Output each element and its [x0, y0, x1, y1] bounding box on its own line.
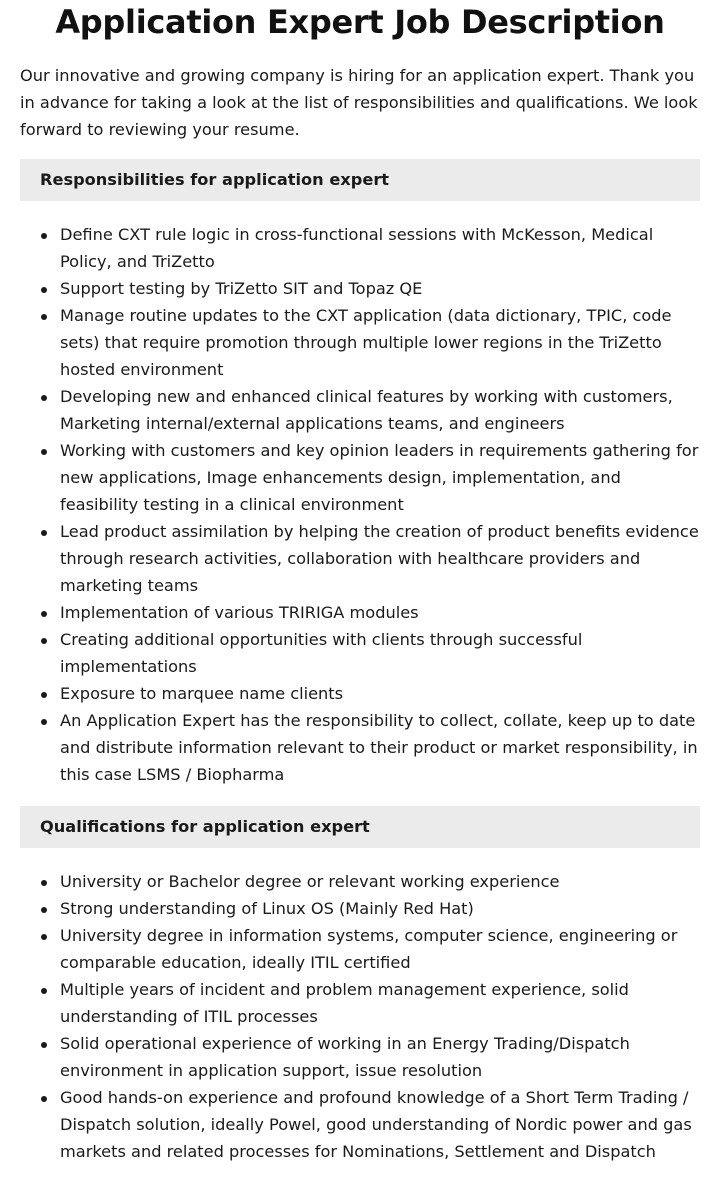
bullet-icon — [41, 1096, 47, 1102]
qualification-item — [20, 895, 700, 922]
intro-paragraph: Our innovative and growing company is hiring for an application expert. Thank you in advance for taking a look at the list of responsibilities and qualifications. We look forward to reviewing your resume. — [20, 66, 698, 139]
responsibility-text: Creating additional opportunities with clients through successful implementations — [60, 630, 583, 676]
responsibility-item — [20, 680, 700, 707]
bullet-icon — [41, 988, 47, 994]
responsibility-text: Define CXT rule logic in cross-functional sessions with McKesson, Medical Policy, and TriZetto — [60, 225, 654, 271]
qualifications-list — [20, 868, 700, 1165]
qualification-text: Strong understanding of Linux OS (Mainly Red Hat) — [60, 899, 474, 918]
responsibility-item — [20, 437, 700, 518]
bullet-icon — [41, 287, 47, 293]
qualification-text: Multiple years of incident and problem management experience, solid understanding of ITIL processes — [60, 980, 629, 1026]
bullet-icon — [41, 530, 47, 536]
bullet-icon — [41, 449, 47, 455]
qualification-item — [20, 868, 700, 895]
bullet-icon — [41, 395, 47, 401]
responsibility-item — [20, 383, 700, 437]
section-spacer — [20, 788, 700, 806]
qualification-text: University degree in information systems, computer science, engineering or comparable education, ideally ITIL certified — [60, 926, 678, 972]
bullet-icon — [41, 934, 47, 940]
bullet-icon — [41, 233, 47, 239]
bullet-icon — [41, 907, 47, 913]
responsibility-item — [20, 221, 700, 275]
bullet-icon — [41, 314, 47, 320]
qualification-item — [20, 922, 700, 976]
bullet-icon — [41, 719, 47, 725]
responsibility-item — [20, 707, 700, 788]
responsibility-item — [20, 626, 700, 680]
bullet-icon — [41, 638, 47, 644]
responsibility-text: Support testing by TriZetto SIT and Topaz QE — [60, 279, 423, 298]
responsibility-text: Manage routine updates to the CXT application (data dictionary, TPIC, code sets) that require promotion through multiple lower regions in the TriZetto hosted environment — [60, 306, 672, 379]
responsibility-text: Implementation of various TRIRIGA modules — [60, 603, 419, 622]
responsibility-text: Working with customers and key opinion leaders in requirements gathering for new applications, Image enhancements design, implementation, and feasibility testing in a clinical environment — [60, 441, 699, 514]
responsibility-item — [20, 518, 700, 599]
qualification-item — [20, 976, 700, 1030]
responsibility-item — [20, 599, 700, 626]
bullet-icon — [41, 880, 47, 886]
responsibility-text: Exposure to marquee name clients — [60, 684, 344, 703]
responsibilities-heading: Responsibilities for application expert — [20, 159, 700, 201]
responsibility-text: An Application Expert has the responsibility to collect, collate, keep up to date and distribute information relevant to their product or market responsibility, in this case LSMS / Biopharma — [60, 711, 698, 784]
page-title: Application Expert Job Description — [55, 3, 665, 41]
responsibility-text: Developing new and enhanced clinical features by working with customers, Marketing internal/external applications teams, and engineers — [60, 387, 673, 433]
bullet-icon — [41, 611, 47, 617]
qualification-item — [20, 1030, 700, 1084]
qualification-text: University or Bachelor degree or relevant working experience — [60, 872, 560, 891]
responsibility-item — [20, 275, 700, 302]
responsibility-text: Lead product assimilation by helping the creation of product benefits evidence through research activities, collaboration with healthcare providers and marketing teams — [60, 522, 699, 595]
bullet-icon — [41, 692, 47, 698]
qualifications-heading: Qualifications for application expert — [20, 806, 700, 848]
responsibility-item — [20, 302, 700, 383]
bullet-icon — [41, 1042, 47, 1048]
responsibilities-list — [20, 221, 700, 788]
qualification-item — [20, 1084, 700, 1165]
qualification-text: Solid operational experience of working in an Energy Trading/Dispatch environment in application support, issue resolution — [60, 1034, 630, 1080]
qualification-text: Good hands-on experience and profound knowledge of a Short Term Trading / Dispatch solution, ideally Powel, good understanding of Nordic power and gas markets and related processes for Nominations, Settlement and Dispatch — [60, 1088, 692, 1161]
